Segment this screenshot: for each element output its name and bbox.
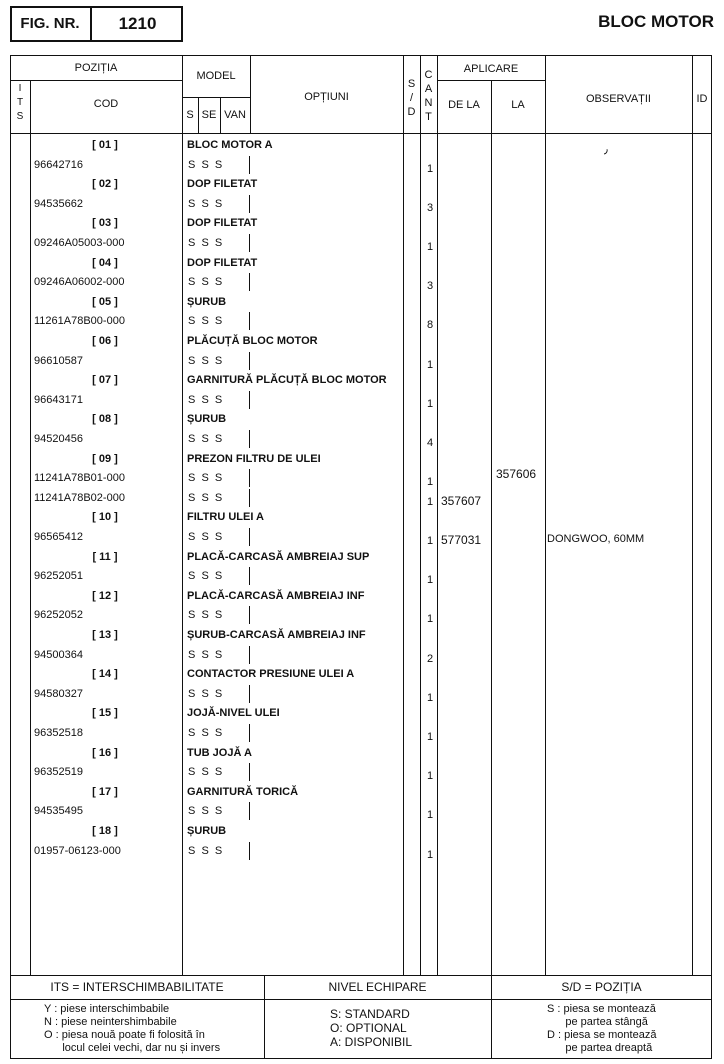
header-model-van: VAN — [224, 109, 246, 121]
position-number: [ 09 ] — [92, 452, 118, 465]
part-code: 94580327 — [34, 687, 83, 700]
nivel-legend-line: O: OPTIONAL — [330, 1021, 407, 1035]
model-availability: S S S — [188, 276, 223, 289]
col-line-cant — [437, 55, 438, 975]
position-number: [ 01 ] — [92, 139, 118, 151]
part-code: 96352518 — [34, 727, 83, 739]
quantity: 1 — [426, 691, 434, 704]
header-model-s: S — [186, 109, 194, 121]
col-line-cod — [182, 55, 183, 975]
part-name: ȘURUB — [187, 825, 227, 837]
part-name: JOJĂ-NIVEL ULEI — [187, 707, 280, 720]
col-line-optiuni — [403, 55, 404, 975]
model-tick — [249, 273, 250, 291]
quantity: 1 — [426, 613, 434, 626]
model-tick — [249, 802, 250, 820]
quantity: 3 — [426, 280, 434, 293]
model-availability: S S S — [188, 844, 223, 857]
footer-nivel-title: NIVEL ECHIPARE — [328, 980, 427, 994]
model-availability: S S S — [188, 766, 223, 779]
model-availability: S S S — [188, 727, 223, 739]
part-code: 96643171 — [34, 393, 83, 406]
footer-its-legend — [44, 1003, 220, 1055]
model-tick — [249, 195, 250, 213]
figure-number: 1210 — [118, 14, 157, 33]
model-availability: S S S — [188, 158, 223, 171]
part-name: PREZON FILTRU DE ULEI — [187, 452, 321, 465]
position-number: [ 06 ] — [92, 335, 118, 347]
part-name: ȘURUB-CARCASĂ AMBREIAJ INF — [187, 629, 366, 641]
header-its-s: S — [16, 111, 24, 122]
position-number: [ 04 ] — [92, 256, 118, 269]
position-number: [ 15 ] — [92, 707, 118, 720]
model-availability: S S S — [188, 609, 223, 622]
header-line-pozitia — [10, 80, 182, 81]
footer-sd-legend — [547, 1003, 656, 1055]
model-tick — [249, 606, 250, 624]
part-code: 11241A78B02-000 — [34, 491, 125, 504]
model-availability: S S S — [188, 687, 223, 700]
footer-top-line — [10, 975, 712, 976]
position-number: [ 13 ] — [92, 629, 118, 641]
position-number: [ 18 ] — [92, 825, 118, 837]
page-title: BLOC MOTOR — [598, 12, 714, 31]
part-name: PLĂCUȚĂ BLOC MOTOR — [187, 335, 318, 347]
quantity: 1 — [426, 770, 434, 783]
part-code: 94535495 — [34, 805, 83, 818]
part-code: 96642716 — [34, 158, 83, 171]
part-code: 94500364 — [34, 648, 83, 661]
header-its-i: I — [18, 83, 22, 94]
observation: DONGWOO, 60MM — [547, 533, 645, 545]
stray-mark: ٫ — [604, 142, 608, 156]
header-observatii: OBSERVAȚII — [585, 93, 651, 105]
header-la: LA — [511, 99, 525, 111]
quantity: 1 — [426, 162, 434, 175]
header-de-la: DE LA — [448, 99, 480, 111]
part-code: 96565412 — [34, 531, 83, 543]
part-name: DOP FILETAT — [187, 178, 258, 191]
part-name: TUB JOJĂ A — [187, 746, 252, 759]
model-tick — [249, 724, 250, 742]
header-pozitia: POZIȚIA — [74, 62, 118, 74]
position-number: [ 03 ] — [92, 217, 118, 230]
header-model: MODEL — [196, 70, 236, 82]
position-number: [ 07 ] — [92, 374, 118, 387]
footer-nivel-legend — [330, 1007, 412, 1049]
part-code: 96252051 — [34, 570, 83, 583]
col-line-la — [545, 55, 546, 975]
model-availability: S S S — [188, 433, 223, 445]
quantity: 2 — [426, 652, 434, 665]
model-availability: S S S — [188, 393, 223, 406]
model-availability: S S S — [188, 531, 223, 543]
header-cant-t: T — [425, 111, 432, 123]
part-name: GARNITURĂ TORICĂ — [187, 785, 299, 798]
model-availability: S S S — [188, 570, 223, 583]
header-sd-d: D — [407, 106, 416, 118]
part-code: 94535662 — [34, 197, 83, 210]
header-aplicare: APLICARE — [463, 63, 519, 75]
quantity: 4 — [426, 437, 434, 449]
header-cant-c: C — [424, 69, 433, 81]
part-name: CONTACTOR PRESIUNE ULEI A — [187, 668, 355, 681]
position-number: [ 05 ] — [92, 295, 118, 308]
model-tick — [249, 430, 250, 448]
model-tick — [249, 646, 250, 664]
quantity: 1 — [426, 848, 434, 861]
part-name: FILTRU ULEI A — [187, 511, 264, 524]
position-number: [ 14 ] — [92, 668, 118, 681]
its-legend-line: locul celei vechi, dar nu și invers — [44, 1042, 221, 1054]
part-name: ȘURUB — [187, 295, 227, 308]
part-name: PLACĂ-CARCASĂ AMBREIAJ SUP — [187, 550, 370, 563]
header-its-t: T — [16, 97, 24, 108]
col-line-its — [30, 80, 31, 975]
position-number: [ 16 ] — [92, 746, 118, 759]
header-bottom-line — [10, 133, 712, 134]
model-tick — [249, 312, 250, 330]
part-name: DOP FILETAT — [187, 256, 258, 269]
model-availability: S S S — [188, 237, 223, 249]
model-tick — [249, 391, 250, 409]
quantity: 1 — [426, 574, 434, 587]
header-cant-n: N — [424, 97, 433, 109]
model-availability: S S S — [188, 648, 223, 661]
part-name: PLACĂ-CARCASĂ AMBREIAJ INF — [187, 589, 365, 602]
header-line-model — [182, 97, 250, 98]
header-model-se: SE — [201, 109, 217, 121]
quantity: 1 — [426, 809, 434, 822]
part-code: 11261A78B00-000 — [34, 315, 125, 328]
part-code: 96610587 — [34, 354, 83, 367]
header-sd-slash: / — [409, 92, 414, 104]
footer-sd-title: S/D = POZIȚIA — [561, 980, 642, 994]
quantity: 1 — [426, 241, 434, 253]
model-availability: S S S — [188, 197, 223, 210]
position-number: [ 11 ] — [92, 550, 118, 563]
model-tick — [249, 842, 250, 860]
its-legend-line: O : piesa nouă poate fi folosită în — [44, 1029, 205, 1041]
part-code: 01957-06123-000 — [34, 844, 121, 857]
position-number: [ 17 ] — [92, 785, 118, 798]
part-code: 09246A06002-000 — [34, 276, 125, 289]
position-number: [ 10 ] — [92, 511, 118, 524]
its-legend-line: Y : piese interschimbabile — [44, 1003, 170, 1015]
model-availability: S S S — [188, 354, 223, 367]
col-line-dela — [491, 80, 492, 1059]
header-cant-a: A — [424, 83, 433, 95]
sd-legend-line: pe partea dreaptă — [547, 1042, 653, 1054]
part-name: ȘURUB — [187, 413, 227, 426]
model-tick — [249, 156, 250, 174]
part-name: DOP FILETAT — [187, 217, 258, 230]
applies-from: 357607 — [441, 493, 482, 508]
model-tick — [249, 352, 250, 370]
model-tick — [249, 528, 250, 546]
part-code: 11241A78B01-000 — [34, 472, 125, 485]
quantity: 1 — [426, 731, 434, 743]
part-code: 96352519 — [34, 766, 83, 779]
quantity: 1 — [426, 476, 434, 489]
sd-legend-line: D : piesa se montează — [547, 1029, 657, 1041]
position-number: [ 08 ] — [92, 413, 118, 426]
model-availability: S S S — [188, 805, 223, 818]
header-id: ID — [696, 93, 708, 105]
part-name: BLOC MOTOR A — [187, 139, 273, 151]
quantity: 1 — [426, 397, 434, 410]
position-number: [ 02 ] — [92, 178, 118, 191]
model-tick — [249, 469, 250, 487]
footer-title-line — [10, 999, 712, 1000]
quantity: 1 — [426, 358, 434, 371]
model-tick — [249, 685, 250, 703]
sd-legend-line: S : piesa se montează — [547, 1003, 656, 1015]
quantity: 1 — [426, 535, 434, 547]
quantity: 1 — [426, 495, 434, 508]
part-code: 96252052 — [34, 609, 83, 622]
applies-until: 357606 — [496, 467, 537, 482]
nivel-legend-line: S: STANDARD — [330, 1007, 410, 1021]
part-code: 94520456 — [34, 433, 83, 445]
figure-label: FIG. NR. — [20, 15, 80, 32]
part-code: 09246A05003-000 — [34, 237, 125, 249]
nivel-legend-line: A: DISPONIBIL — [330, 1035, 413, 1049]
model-tick — [249, 567, 250, 585]
quantity: 3 — [426, 201, 434, 214]
model-tick — [249, 489, 250, 507]
model-tick — [249, 234, 250, 252]
header-cod: COD — [93, 98, 119, 110]
quantity: 8 — [426, 319, 434, 332]
footer-its-title: ITS = INTERSCHIMBABILITATE — [50, 980, 224, 994]
sd-legend-line: pe partea stângă — [547, 1016, 648, 1028]
col-line-obs — [692, 55, 693, 975]
header-optiuni: OPȚIUNI — [304, 91, 349, 103]
its-legend-line: N : piese neintershimbabile — [44, 1016, 177, 1028]
model-availability: S S S — [188, 472, 223, 485]
col-line-sd — [420, 55, 421, 975]
applies-from: 577031 — [441, 533, 482, 547]
part-name: GARNITURĂ PLĂCUȚĂ BLOC MOTOR — [187, 374, 387, 387]
model-availability: S S S — [188, 315, 223, 328]
header-sd-s: S — [407, 78, 416, 90]
model-tick — [249, 763, 250, 781]
position-number: [ 12 ] — [92, 589, 118, 602]
model-availability: S S S — [188, 491, 223, 504]
